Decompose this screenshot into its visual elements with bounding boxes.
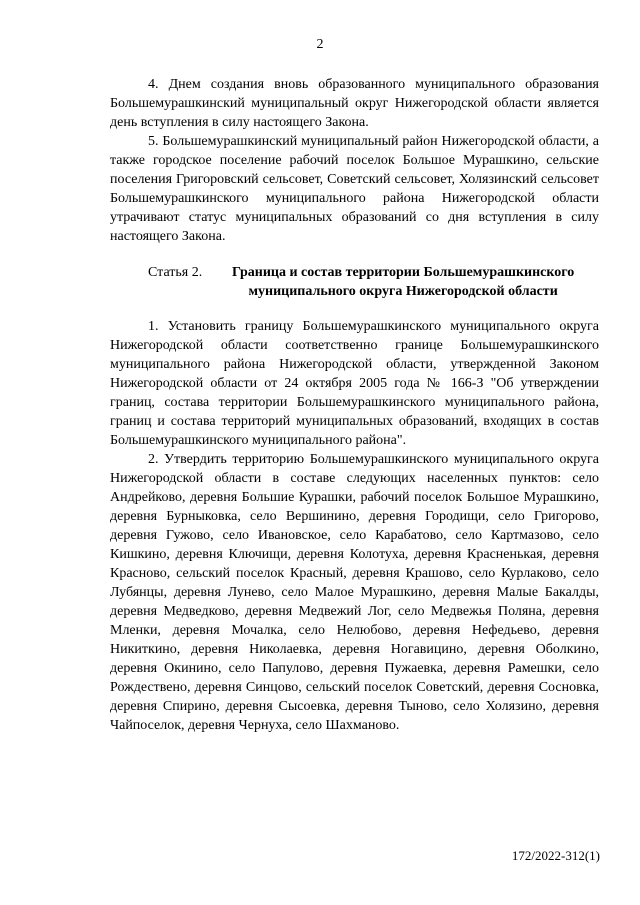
paragraph-4: 4. Днем создания вновь образованного муниципального образования Большемурашкинский муниципальный округ Нижегородской области является день вступления в силу настоящего Закона. bbox=[110, 77, 599, 130]
document-body bbox=[110, 75, 599, 735]
document-code: 172/2022-312(1) bbox=[511, 848, 600, 863]
article-2-paragraph-2: 2. Утвердить территорию Большемурашкинского муниципального округа Нижегородской области в составе следующих населенных пунктов: село Андрейково, деревня Большие Курашки, рабочий поселок Большое Мурашкино, деревня Бурныковка, село Вершинино, деревня Городищи, село Григорово, деревня Гужово, село Ивановское, село Карабатово, село Картмазово, село Кишкино, деревня Ключищи, деревня Колотуха, деревня Красненькая, деревня Красново, сельский поселок Красный, деревня Крашово, село Курлаково, село Лубянцы, деревня Лунево, село Малое Мурашкино, деревня Малые Бакалды, деревня Медведково, деревня Медвежий Лог, село Медвежья Поляна, деревня Мленки, деревня Мочалка, село Нелюбово, деревня Нефедьево, деревня Никиткино, деревня Николаевка, деревня Ногавицино, деревня Оболкино, деревня Окинино, село Папулово, деревня Пужаевка, деревня Рамешки, село Рождествено, деревня Синцово, сельский поселок Советский, деревня Сосновка, деревня Спирино, деревня Сысоевка, деревня Тыново, село Холязино, деревня Чайпоселок, деревня Чернуха, село Шахманово. bbox=[110, 452, 599, 733]
article-label: Статья 2. bbox=[148, 265, 203, 280]
page-number: 2 bbox=[316, 37, 324, 52]
paragraph-5: 5. Большемурашкинский муниципальный район Нижегородской области, а также городское поселение рабочий поселок Большое Мурашкино, сельские поселения Григоровский сельсовет, Советский сельсовет, Холязинский сельсовет Большемурашкинского муниципального района Нижегородской области утрачивают статус муниципальных образований со дня вступления в силу настоящего Закона. bbox=[110, 134, 599, 244]
article-title: Граница и состав территории Большемурашкинского муниципального округа Нижегородской области bbox=[231, 265, 575, 299]
article-heading bbox=[110, 263, 599, 301]
article-2-paragraph-1: 1. Установить границу Большемурашкинского муниципального округа Нижегородской области соответственно границе Большемурашкинского муниципального района Нижегородской области, утвержденной Законом Нижегородской области от 24 октября 2005 года № 166-З "Об утверждении границ, состава территории Большемурашкинского муниципального района, границ и состава территорий муниципальных образований, входящих в состав Большемурашкинского муниципального района". bbox=[110, 319, 599, 448]
